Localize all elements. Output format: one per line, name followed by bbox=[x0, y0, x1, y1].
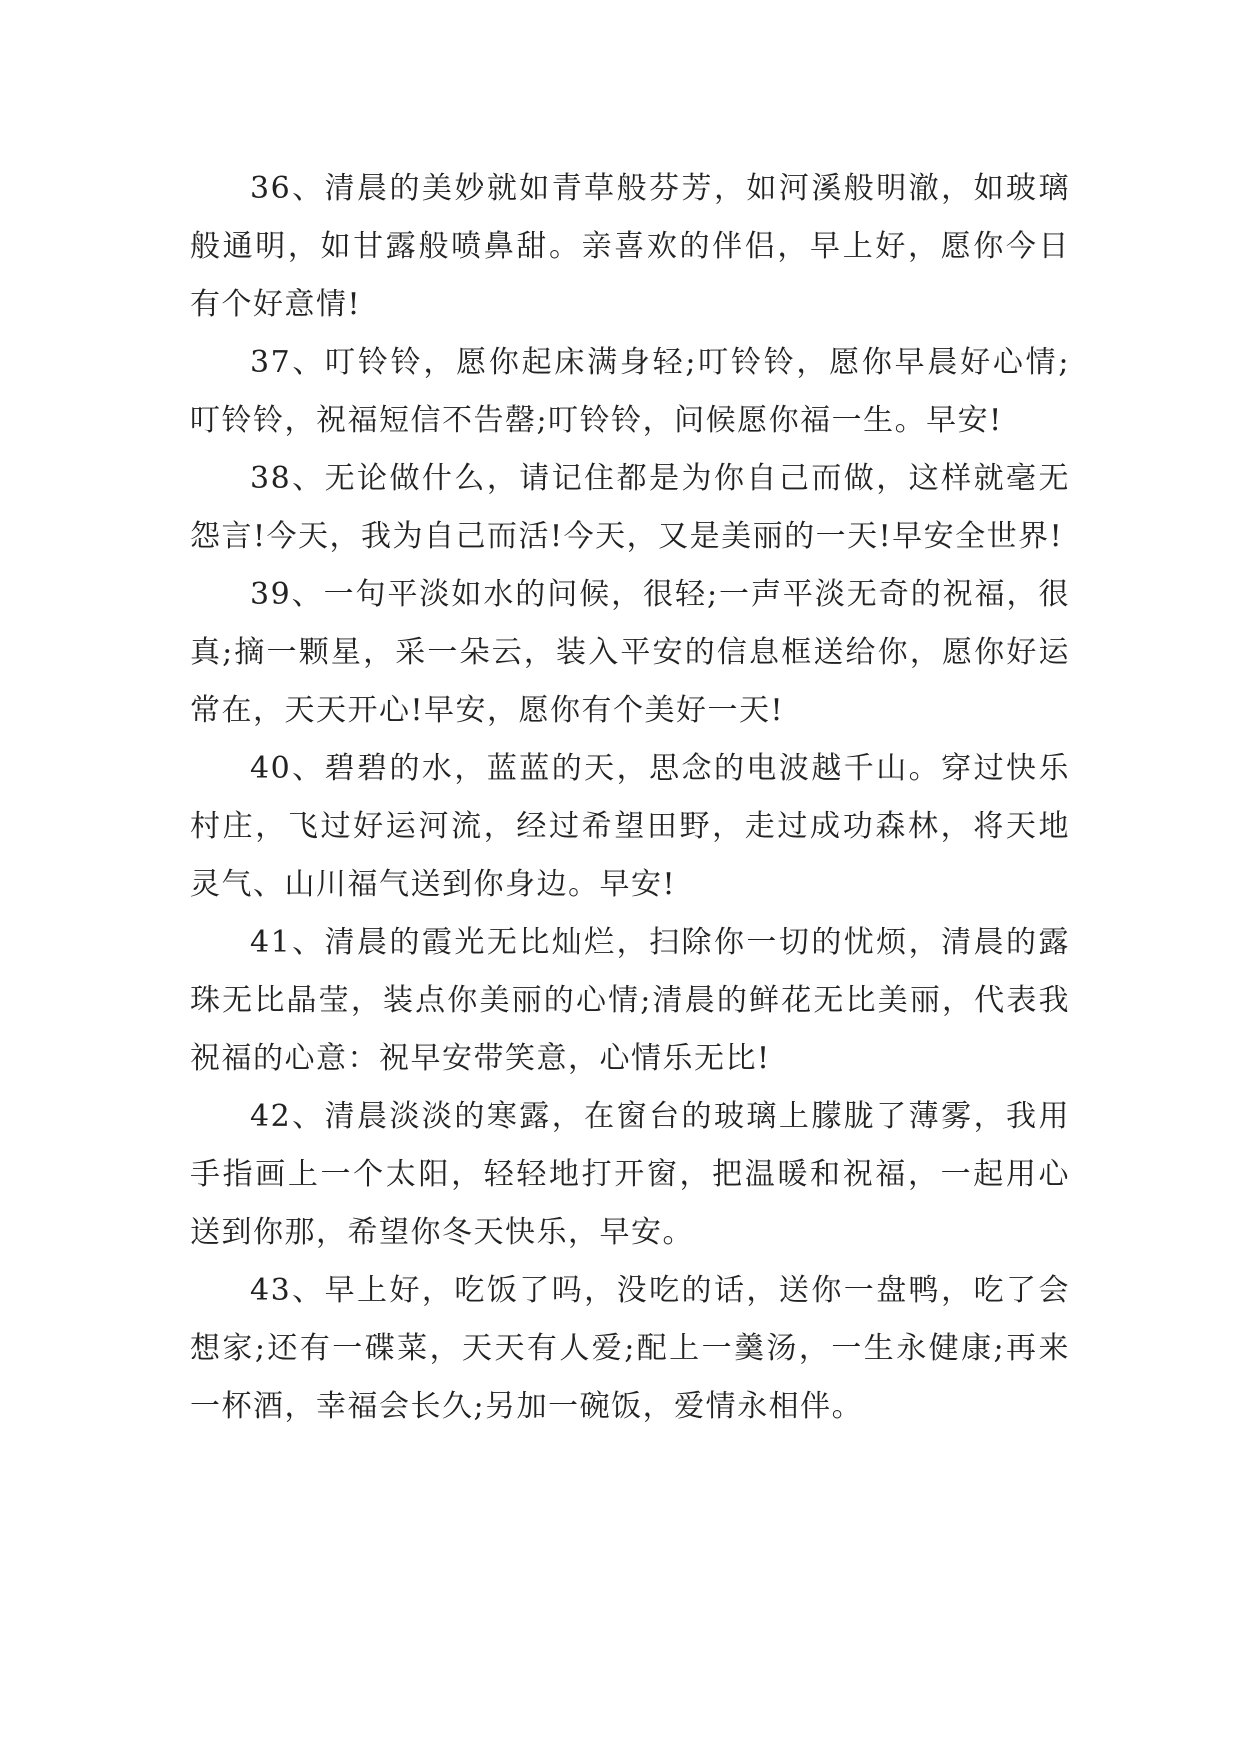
paragraph-40: 40、碧碧的水，蓝蓝的天，思念的电波越千山。穿过快乐村庄，飞过好运河流，经过希望田野，走过成功森林，将天地灵气、山川福气送到你身边。早安! bbox=[190, 751, 1070, 902]
paragraph-37: 37、叮铃铃，愿你起床满身轻;叮铃铃，愿你早晨好心情;叮铃铃，祝福短信不告罄;叮铃铃，问候愿你福一生。早安! bbox=[190, 345, 1070, 438]
paragraph-41: 41、清晨的霞光无比灿烂，扫除你一切的忧烦，清晨的露珠无比晶莹，装点你美丽的心情;清晨的鲜花无比美丽，代表我祝福的心意：祝早安带笑意，心情乐无比! bbox=[190, 925, 1070, 1076]
document-body bbox=[190, 160, 1070, 1436]
paragraph-39: 39、一句平淡如水的问候，很轻;一声平淡无奇的祝福，很真;摘一颗星，采一朵云，装入平安的信息框送给你，愿你好运常在，天天开心!早安，愿你有个美好一天! bbox=[190, 577, 1070, 728]
paragraph-36: 36、清晨的美妙就如青草般芬芳，如河溪般明澈，如玻璃般通明，如甘露般喷鼻甜。亲喜欢的伴侣，早上好，愿你今日有个好意情! bbox=[190, 171, 1070, 322]
paragraph-42: 42、清晨淡淡的寒露，在窗台的玻璃上朦胧了薄雾，我用手指画上一个太阳，轻轻地打开窗，把温暖和祝福，一起用心送到你那，希望你冬天快乐，早安。 bbox=[190, 1099, 1070, 1250]
paragraph-38: 38、无论做什么，请记住都是为你自己而做，这样就毫无怨言!今天，我为自己而活!今天，又是美丽的一天!早安全世界! bbox=[190, 461, 1070, 554]
paragraph-43: 43、早上好，吃饭了吗，没吃的话，送你一盘鸭，吃了会想家;还有一碟菜，天天有人爱;配上一羹汤，一生永健康;再来一杯酒，幸福会长久;另加一碗饭，爱情永相伴。 bbox=[190, 1273, 1070, 1424]
